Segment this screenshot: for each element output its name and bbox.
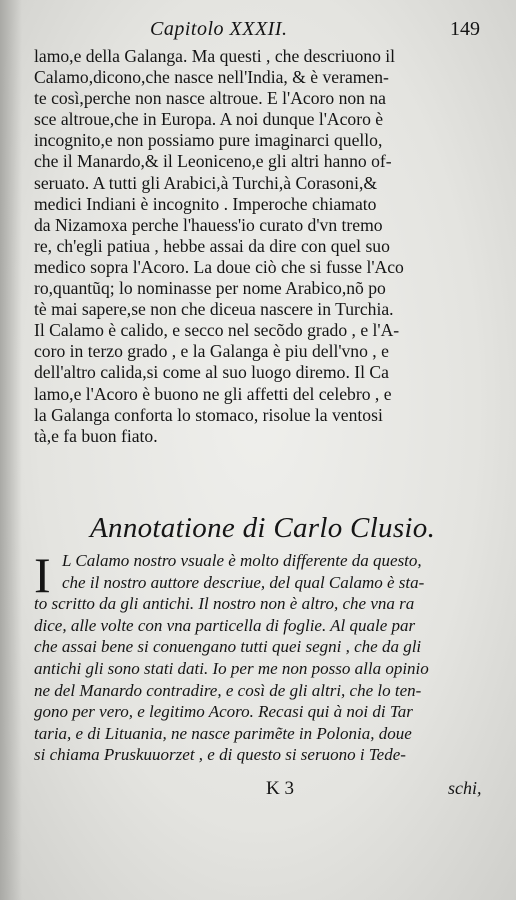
text-line: la Galanga conforta lo stomaco, risolue la ventosi: [34, 404, 383, 425]
signature-mark: K 3: [266, 778, 294, 799]
catchword: schi,: [448, 778, 482, 798]
text-line: tà,e fa buon fiato.: [34, 425, 158, 446]
annotation-line: L Calamo nostro vsuale è molto differente da questo,: [62, 551, 422, 570]
text-line: medico sopra l'Acoro. La doue ciò che si fusse l'Aco: [34, 256, 404, 277]
annotation-text: [34, 547, 500, 766]
page-number: 149: [450, 18, 480, 40]
text-line: incognito,e non possiamo pure imaginarci quello,: [34, 130, 383, 151]
running-head: Capitolo XXXII.: [150, 18, 288, 40]
annotation-line: gono per vero, e legitimo Acoro. Recasi qui à noi di Tar: [34, 702, 413, 722]
annotation-title: Annotatione di Carlo Clusio.: [90, 512, 436, 544]
text-line: medici Indiani è incognito . Imperoche chiamato: [34, 193, 377, 214]
page-footer: [0, 778, 516, 806]
annotation-line: to scritto da gli antichi. Il nostro non è altro, che vna ra: [34, 594, 415, 614]
text-line: seruato. A tutti gli Arabici,à Turchi,à Corasoni,&: [34, 172, 378, 193]
annotation-line: antichi gli sono stati dati. Io per me non posso alla opinio: [34, 658, 429, 678]
annotation-line: ne del Manardo contradire, e così de gli altri, che lo ten-: [34, 680, 422, 700]
text-line: lamo,e della Galanga. Ma questi , che descriuono il: [34, 46, 396, 66]
text-line: Calamo,dicono,che nasce nell'India, & è veramen-: [34, 67, 389, 88]
text-line: ro,quantũq; lo nominasse per nome Arabico,nõ po: [34, 278, 386, 299]
page-gutter-shadow: [0, 0, 22, 900]
text-line: re, ch'egli patiua , hebbe assai da dire con quel suo: [34, 235, 390, 256]
annotation-line: si chiama Pruskuuorzet , e di questo si seruono i Tede-: [34, 745, 406, 765]
text-line: Il Calamo è calido, e secco nel secõdo grado , e l'A-: [34, 320, 400, 341]
page-header: [150, 18, 480, 44]
text-line: dell'altro calida,si come al suo luogo diremo. Il Ca: [34, 362, 389, 383]
annotation-line: taria, e di Lituania, ne nasce parimẽte in Polonia, doue: [34, 723, 412, 743]
text-line: che il Manardo,& il Leoniceno,e gli altri hanno of-: [34, 151, 392, 172]
text-line: lamo,e l'Acoro è buono ne gli affetti del celebro , e: [34, 383, 392, 404]
text-line: sce altroue,che in Europa. A noi dunque l'Acoro è: [34, 109, 384, 130]
annotation-line: dice, alle volte con vna particella di foglie. Al quale par: [34, 615, 416, 635]
text-line: coro in terzo grado , e la Galanga è piu dell'vno , e: [34, 341, 389, 362]
text-line: da Nizamoxa perche l'hauess'io curato d'vn tremo: [34, 214, 383, 235]
annotation-line: che assai bene si conuengano tutti quei segni , che da gli: [34, 637, 422, 657]
text-line: te così,perche non nasce altroue. E l'Acoro non na: [34, 88, 386, 109]
chapter-text: [34, 46, 496, 447]
annotation-line: che il nostro auttore descriue, del qual Calamo è sta-: [62, 572, 425, 592]
text-line: tè mai sapere,se non che diceua nascere in Turchia.: [34, 299, 394, 320]
drop-cap: I: [34, 547, 51, 603]
